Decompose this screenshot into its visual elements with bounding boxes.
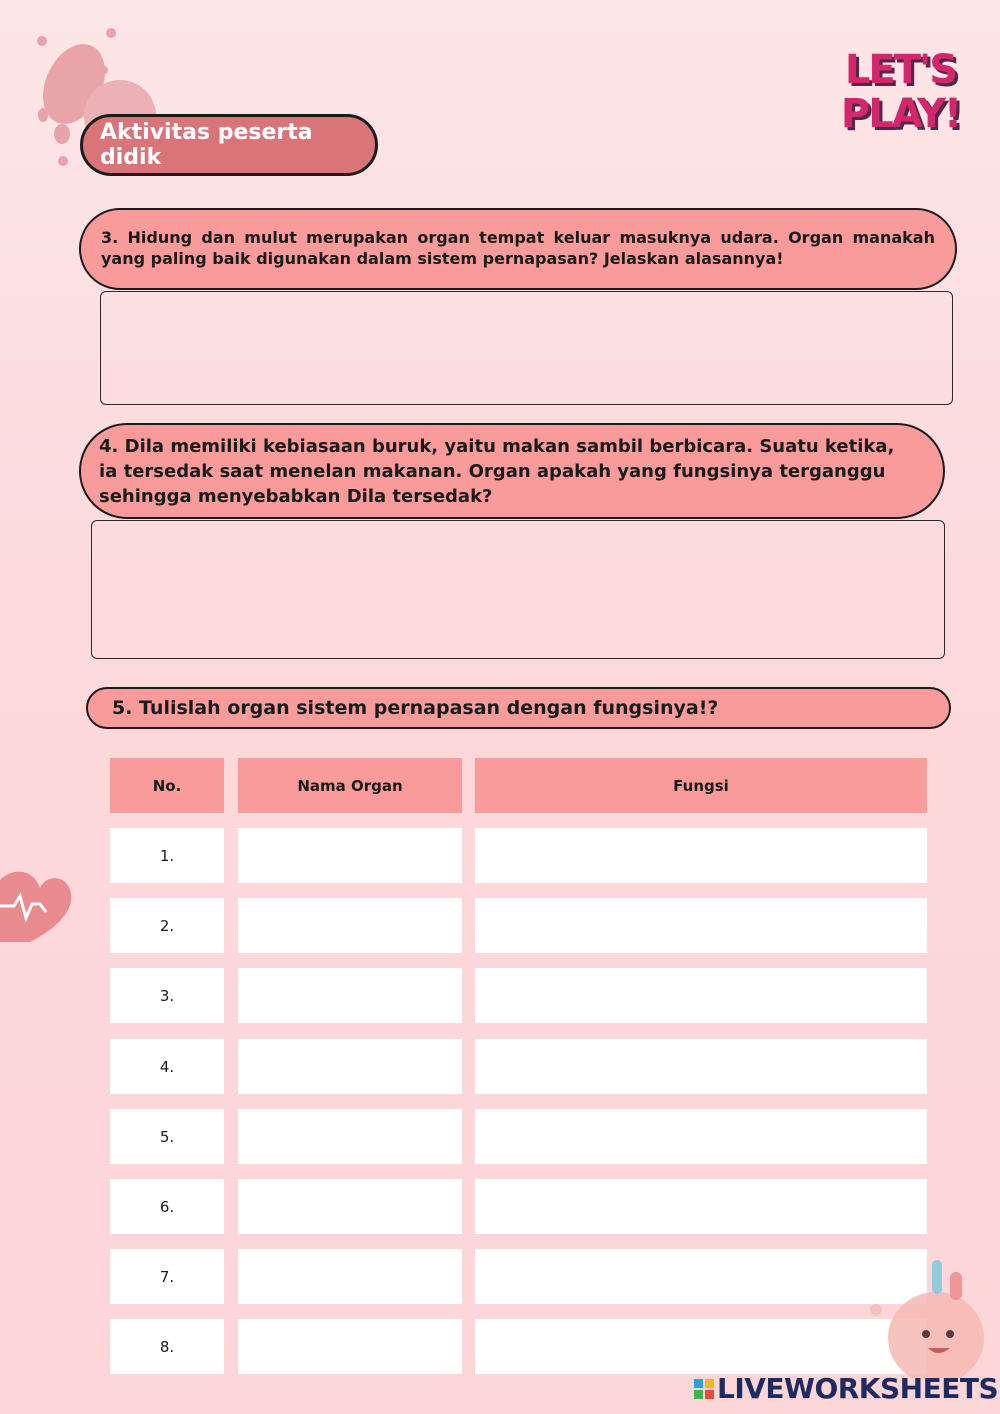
liveworksheets-logo-icon bbox=[694, 1379, 714, 1399]
question-4: 4. Dila memiliki kebiasaan buruk, yaitu makan sambil berbicara. Suatu ketika, ia tersedak saat menelan makanan. Organ apakah yang fungsinya terganggu sehingga menyebabkan Dila tersedak? bbox=[79, 423, 945, 519]
table-row-number: 5. bbox=[110, 1109, 224, 1164]
logo-line-2: PLAY! bbox=[840, 91, 961, 137]
table-header-no: No. bbox=[110, 758, 224, 813]
lets-play-logo bbox=[838, 48, 963, 136]
liveworksheets-watermark bbox=[694, 1372, 998, 1405]
table-row-number: 6. bbox=[110, 1179, 224, 1234]
answer-box-4[interactable] bbox=[91, 520, 945, 659]
fungsi-input-2[interactable] bbox=[475, 898, 927, 953]
table-header-fungsi: Fungsi bbox=[475, 758, 927, 813]
watermark-text: LIVEWORKSHEETS bbox=[717, 1372, 999, 1405]
heart-icon bbox=[0, 866, 74, 944]
table-row-number: 7. bbox=[110, 1249, 224, 1304]
nama-organ-input-6[interactable] bbox=[238, 1179, 462, 1234]
table-row-number: 1. bbox=[110, 828, 224, 883]
nama-organ-input-1[interactable] bbox=[238, 828, 462, 883]
nama-organ-input-7[interactable] bbox=[238, 1249, 462, 1304]
page-title: Aktivitas peserta didik bbox=[80, 114, 378, 176]
table-row-number: 4. bbox=[110, 1039, 224, 1094]
nama-organ-input-4[interactable] bbox=[238, 1039, 462, 1094]
fungsi-input-3[interactable] bbox=[475, 968, 927, 1023]
table-header-nama-organ: Nama Organ bbox=[238, 758, 462, 813]
fungsi-input-4[interactable] bbox=[475, 1039, 927, 1094]
table-row-number: 2. bbox=[110, 898, 224, 953]
question-5: 5. Tulislah organ sistem pernapasan dengan fungsinya!? bbox=[86, 687, 951, 729]
nama-organ-input-3[interactable] bbox=[238, 968, 462, 1023]
logo-line-1: LET'S bbox=[844, 47, 957, 93]
fungsi-input-7[interactable] bbox=[475, 1249, 927, 1304]
fungsi-input-5[interactable] bbox=[475, 1109, 927, 1164]
nama-organ-input-5[interactable] bbox=[238, 1109, 462, 1164]
nama-organ-input-2[interactable] bbox=[238, 898, 462, 953]
answer-box-3[interactable] bbox=[100, 291, 953, 405]
table-row-number: 8. bbox=[110, 1319, 224, 1374]
fungsi-input-8[interactable] bbox=[475, 1319, 927, 1374]
question-3: 3. Hidung dan mulut merupakan organ tempat keluar masuknya udara. Organ manakah yang paling baik digunakan dalam sistem pernapasan? Jelaskan alasannya! bbox=[79, 208, 957, 290]
heart-character-icon bbox=[866, 1258, 1000, 1378]
fungsi-input-1[interactable] bbox=[475, 828, 927, 883]
table-row-number: 3. bbox=[110, 968, 224, 1023]
fungsi-input-6[interactable] bbox=[475, 1179, 927, 1234]
nama-organ-input-8[interactable] bbox=[238, 1319, 462, 1374]
